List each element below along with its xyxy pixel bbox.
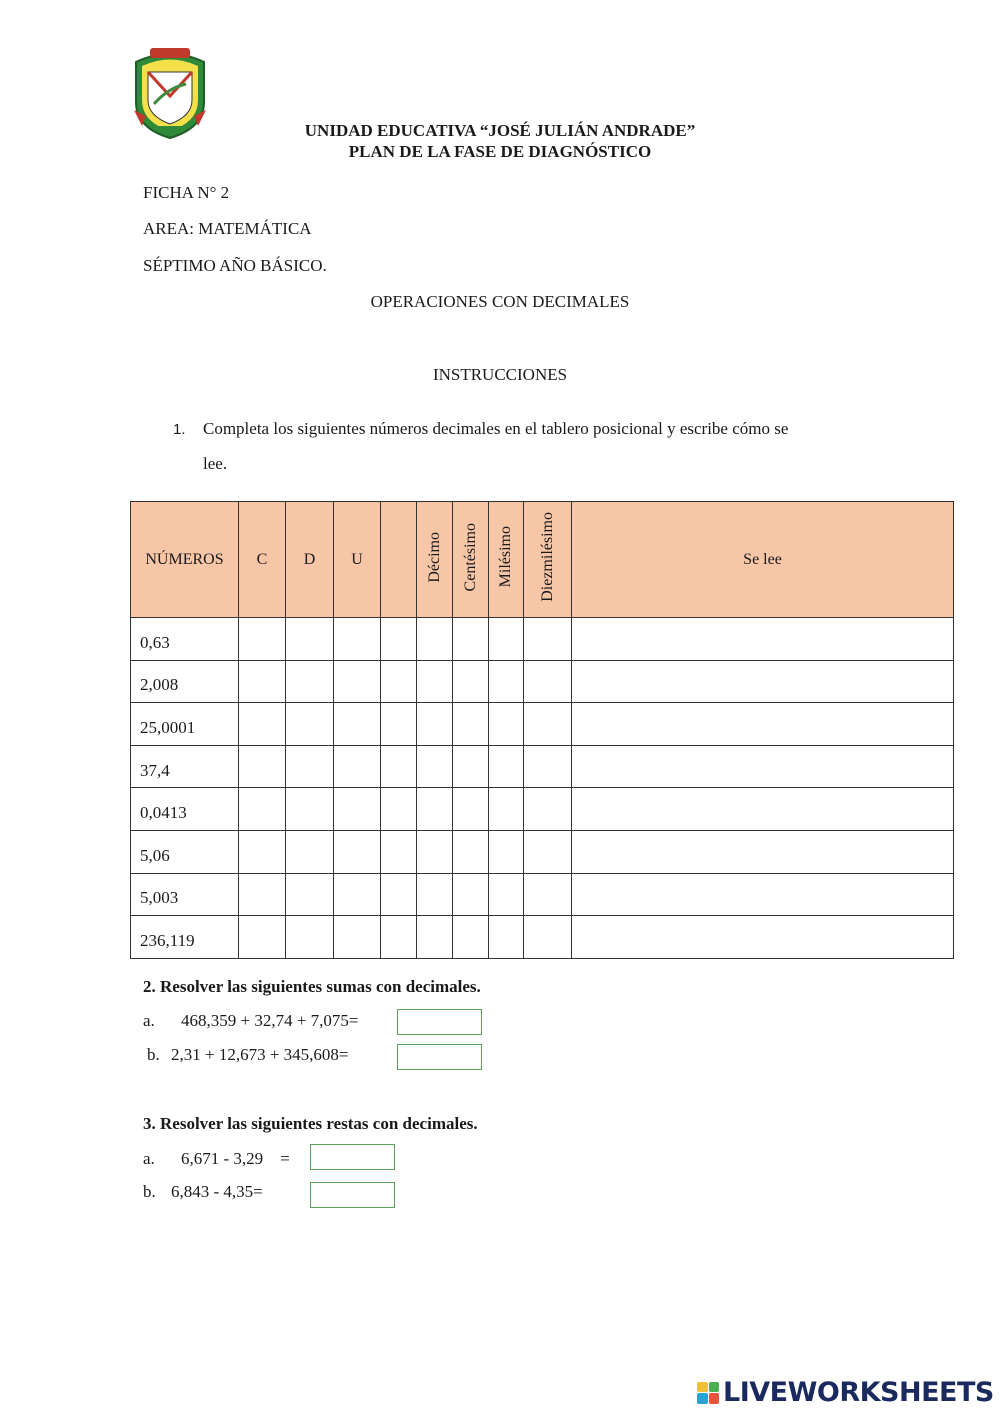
cell-decimo[interactable]: [417, 745, 453, 788]
cell-milesimo[interactable]: [489, 703, 524, 746]
cell-blank[interactable]: [381, 873, 417, 916]
question-3b-expression: 6,843 - 4,35=: [171, 1182, 263, 1201]
row-number: 2,008: [131, 660, 239, 703]
cell-se-lee[interactable]: [572, 745, 954, 788]
table-header-row: [131, 502, 954, 618]
header-decimo: [417, 502, 453, 618]
cell-u[interactable]: [334, 660, 381, 703]
question-2-title: 2. Resolver las siguientes sumas con decimales.: [143, 977, 481, 996]
grade-label: SÉPTIMO AÑO BÁSICO.: [143, 256, 327, 275]
header-milesimo-text: Milésimo: [497, 526, 514, 588]
cell-milesimo[interactable]: [489, 660, 524, 703]
liveworksheets-brand: LIVEWORKSHEETS: [723, 1377, 994, 1408]
cell-u[interactable]: [334, 703, 381, 746]
header-centesimo-text: Centésimo: [461, 522, 479, 592]
cell-diezmilesimo[interactable]: [524, 873, 572, 916]
cell-milesimo[interactable]: [489, 830, 524, 873]
subject-title: OPERACIONES CON DECIMALES: [370, 292, 630, 311]
ficha-label: FICHA N° 2: [143, 183, 230, 202]
answer-box-3b[interactable]: [310, 1182, 395, 1208]
question-1: [173, 412, 853, 481]
table-row: [131, 916, 954, 959]
cell-diezmilesimo[interactable]: [524, 916, 572, 959]
table-row: [131, 618, 954, 661]
cell-c[interactable]: [239, 916, 286, 959]
header-milesimo: [489, 502, 524, 618]
row-number: 5,003: [131, 873, 239, 916]
cell-d[interactable]: [286, 703, 334, 746]
cell-centesimo[interactable]: [453, 618, 489, 661]
cell-centesimo[interactable]: [453, 830, 489, 873]
question-2b-label: b.: [147, 1045, 160, 1064]
header-decimo-text: Décimo: [425, 531, 443, 583]
question-3a-label: a.: [143, 1149, 155, 1168]
cell-c[interactable]: [239, 788, 286, 831]
cell-u[interactable]: [334, 916, 381, 959]
cell-decimo[interactable]: [417, 916, 453, 959]
cell-diezmilesimo[interactable]: [524, 660, 572, 703]
table-row: [131, 830, 954, 873]
cell-centesimo[interactable]: [453, 873, 489, 916]
cell-d[interactable]: [286, 660, 334, 703]
cell-milesimo[interactable]: [489, 873, 524, 916]
cell-d[interactable]: [286, 916, 334, 959]
cell-diezmilesimo[interactable]: [524, 830, 572, 873]
cell-blank[interactable]: [381, 830, 417, 873]
row-number: 0,63: [131, 618, 239, 661]
cell-d[interactable]: [286, 788, 334, 831]
cell-u[interactable]: [334, 873, 381, 916]
area-label: AREA: MATEMÁTICA: [143, 219, 312, 238]
cell-blank[interactable]: [381, 788, 417, 831]
header-diezmilesimo-text: Diezmilésimo: [538, 512, 556, 602]
answer-box-2a[interactable]: [397, 1009, 482, 1035]
cell-centesimo[interactable]: [453, 788, 489, 831]
cell-centesimo[interactable]: [453, 745, 489, 788]
cell-milesimo[interactable]: [489, 745, 524, 788]
cell-diezmilesimo[interactable]: [524, 788, 572, 831]
cell-decimo[interactable]: [417, 830, 453, 873]
cell-u[interactable]: [334, 788, 381, 831]
cell-decimo[interactable]: [417, 703, 453, 746]
place-value-table: [130, 501, 954, 959]
header-diezmilesimo: [524, 502, 572, 618]
header-c: C: [239, 502, 286, 618]
cell-diezmilesimo[interactable]: [524, 745, 572, 788]
cell-blank[interactable]: [381, 618, 417, 661]
question-2a-label: a.: [143, 1011, 155, 1030]
question-3-title: 3. Resolver las siguientes restas con decimales.: [143, 1114, 478, 1133]
cell-d[interactable]: [286, 873, 334, 916]
cell-milesimo[interactable]: [489, 618, 524, 661]
cell-se-lee[interactable]: [572, 916, 954, 959]
cell-blank[interactable]: [381, 660, 417, 703]
header-u: U: [334, 502, 381, 618]
cell-se-lee[interactable]: [572, 618, 954, 661]
question-3b-label: b.: [143, 1182, 156, 1201]
answer-box-3a[interactable]: [310, 1144, 395, 1170]
cell-blank[interactable]: [381, 745, 417, 788]
liveworksheets-logo: [697, 1377, 994, 1408]
table-row: [131, 873, 954, 916]
cell-u[interactable]: [334, 830, 381, 873]
question-1-text-cont: lee.: [203, 454, 228, 473]
header-se-lee: Se lee: [572, 502, 954, 618]
cell-blank[interactable]: [381, 703, 417, 746]
row-number: 25,0001: [131, 703, 239, 746]
question-1-number: 1.: [173, 421, 186, 438]
cell-decimo[interactable]: [417, 618, 453, 661]
cell-u[interactable]: [334, 618, 381, 661]
question-3a-expression: 6,671 - 3,29 =: [181, 1149, 290, 1168]
header-centesimo: [453, 502, 489, 618]
row-number: 0,0413: [131, 788, 239, 831]
cell-u[interactable]: [334, 745, 381, 788]
header-numeros: NÚMEROS: [131, 502, 239, 618]
cell-decimo[interactable]: [417, 660, 453, 703]
row-number: 5,06: [131, 830, 239, 873]
header-blank: [381, 502, 417, 618]
cell-se-lee[interactable]: [572, 873, 954, 916]
cell-se-lee[interactable]: [572, 703, 954, 746]
cell-centesimo[interactable]: [453, 703, 489, 746]
cell-diezmilesimo[interactable]: [524, 703, 572, 746]
header-d: D: [286, 502, 334, 618]
cell-se-lee[interactable]: [572, 660, 954, 703]
cell-c[interactable]: [239, 830, 286, 873]
table-row: [131, 788, 954, 831]
instructions-heading: INSTRUCCIONES: [432, 365, 568, 384]
table-row: [131, 703, 954, 746]
school-title: UNIDAD EDUCATIVA “JOSÉ JULIÁN ANDRADE”: [304, 121, 696, 140]
cell-milesimo[interactable]: [489, 788, 524, 831]
cell-centesimo[interactable]: [453, 916, 489, 959]
question-2a-expression: 468,359 + 32,74 + 7,075=: [181, 1011, 359, 1030]
table-row: [131, 745, 954, 788]
cell-blank[interactable]: [381, 916, 417, 959]
cell-c[interactable]: [239, 873, 286, 916]
cell-d[interactable]: [286, 745, 334, 788]
cell-c[interactable]: [239, 660, 286, 703]
cell-c[interactable]: [239, 745, 286, 788]
cell-se-lee[interactable]: [572, 830, 954, 873]
liveworksheets-mark-icon: [697, 1382, 719, 1404]
cell-decimo[interactable]: [417, 788, 453, 831]
cell-c[interactable]: [239, 703, 286, 746]
cell-decimo[interactable]: [417, 873, 453, 916]
question-1-text: Completa los siguientes números decimales en el tablero posicional y escribe cómo se: [203, 419, 789, 438]
table-row: [131, 660, 954, 703]
answer-box-2b[interactable]: [397, 1044, 482, 1070]
plan-title: PLAN DE LA FASE DE DIAGNÓSTICO: [348, 142, 652, 161]
row-number: 236,119: [131, 916, 239, 959]
row-number: 37,4: [131, 745, 239, 788]
cell-milesimo[interactable]: [489, 916, 524, 959]
cell-c[interactable]: [239, 618, 286, 661]
question-2b-expression: 2,31 + 12,673 + 345,608=: [171, 1045, 349, 1064]
cell-se-lee[interactable]: [572, 788, 954, 831]
cell-d[interactable]: [286, 830, 334, 873]
cell-diezmilesimo[interactable]: [524, 618, 572, 661]
cell-centesimo[interactable]: [453, 660, 489, 703]
cell-d[interactable]: [286, 618, 334, 661]
